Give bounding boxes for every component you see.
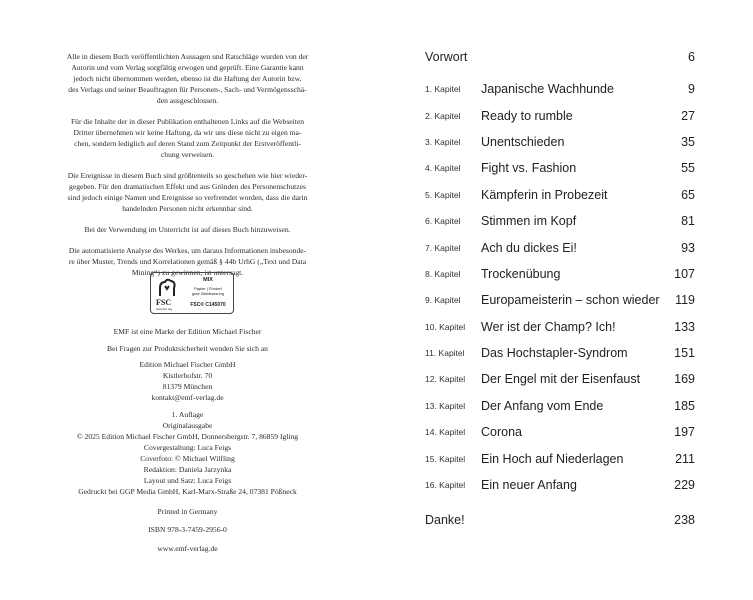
fsc-code: FSC® C145070	[190, 302, 226, 308]
toc-entry	[425, 265, 695, 281]
text-line: 81379 München	[162, 382, 213, 391]
text-line: Edition Michael Fischer GmbH	[139, 360, 236, 369]
page-number: 81	[681, 214, 695, 228]
text-line: Kistlerhofstr. 70	[162, 371, 213, 380]
page-number: 211	[675, 452, 695, 466]
fsc-sub2: gute Waldnutzung	[191, 291, 225, 296]
text-line: Mining“) zu gewinnen, ist untersagt.	[131, 268, 244, 277]
text-line: Bei Fragen zur Produktsicherheit wenden Sie sich an	[107, 344, 268, 353]
page-number: 185	[674, 399, 695, 413]
text-line: 1. Auflage	[171, 410, 204, 419]
page-number: 229	[674, 478, 695, 492]
text-line: Covergestaltung: Luca Feigs	[143, 443, 232, 452]
page-number: 55	[681, 161, 695, 175]
text-line: © 2025 Edition Michael Fischer GmbH, Donnersbergstr. 7, 86859 Igling	[76, 432, 299, 441]
chapter-title: Corona	[481, 425, 522, 439]
page-number: 9	[688, 82, 695, 96]
page-number: 197	[674, 425, 695, 439]
toc-entry	[425, 159, 695, 175]
text-line: kontakt@emf-verlag.de	[151, 393, 224, 402]
toc-entry	[425, 239, 695, 255]
page-number: 119	[675, 293, 695, 307]
chapter-label: 7. Kapitel	[425, 243, 461, 253]
toc-entry	[425, 212, 695, 228]
text-line: Originalausgabe	[162, 421, 213, 430]
toc-entry	[425, 476, 695, 492]
chapter-title: Fight vs. Fashion	[481, 161, 577, 175]
page-number: 65	[681, 188, 695, 202]
chapter-title: Japanische Wachhunde	[481, 82, 614, 96]
toc-entry	[425, 397, 695, 413]
chapter-title: Der Engel mit der Eisenfaust	[481, 372, 641, 386]
fsc-sub	[185, 286, 231, 296]
chapter-title: Ein neuer Anfang	[481, 478, 577, 492]
imprint-block	[30, 506, 345, 517]
page-number: 93	[681, 241, 695, 255]
chapter-label: 8. Kapitel	[425, 269, 461, 279]
text-line: EMF ist eine Marke der Edition Michael Fischer	[113, 327, 262, 336]
text-line: Redaktion: Daniela Jarzynka	[143, 465, 232, 474]
fsc-logo	[150, 272, 234, 314]
chapter-title: Trockenübung	[481, 267, 561, 281]
text-line: Alle in diesem Buch veröffentlichten Aussagen und Ratschläge wurden von der	[66, 52, 309, 61]
imprint-block	[30, 543, 345, 554]
imprint-paragraph	[30, 51, 345, 106]
text-line: Für die Inhalte der in dieser Publikation enthaltenen Links auf die Webseiten	[70, 117, 305, 126]
fsc-sub1: Papier | Fördert	[194, 286, 222, 291]
fsc-tree-icon	[156, 276, 178, 298]
page-number: 27	[681, 109, 695, 123]
chapter-title: Ein Hoch auf Niederlagen	[481, 452, 624, 466]
toc-entry	[425, 318, 695, 334]
imprint-block	[30, 359, 345, 403]
text-line: www.emf-verlag.de	[157, 544, 218, 553]
fsc-brand: FSC	[156, 298, 172, 307]
text-line: Gedruckt bei GGP Media GmbH, Karl-Marx-Straße 24, 07381 Pößneck	[78, 487, 297, 496]
page-number: 107	[674, 267, 695, 281]
chapter-title: Ach du dickes Ei!	[481, 241, 577, 255]
text-line: des Verlags und seiner Beauftragten für Personen-, Sach- und Vermögensschä-	[68, 85, 307, 94]
chapter-title: Der Anfang vom Ende	[481, 399, 604, 413]
toc-entry	[425, 423, 695, 439]
chapter-title: Kämpferin in Probezeit	[481, 188, 608, 202]
chapter-label: 12. Kapitel	[425, 374, 466, 384]
imprint-block	[30, 409, 345, 497]
toc-entry	[425, 186, 695, 202]
toc-entry	[425, 450, 695, 466]
text-line: ISBN 978-3-7459-2956-0	[148, 525, 227, 534]
toc-entry	[425, 133, 695, 149]
chapter-label: 3. Kapitel	[425, 137, 461, 147]
chapter-title: Wer ist der Champ? Ich!	[481, 320, 616, 334]
fsc-mix: MIX	[203, 277, 213, 283]
chapter-label: 2. Kapitel	[425, 111, 461, 121]
chapter-label: 11. Kapitel	[425, 348, 465, 358]
chapter-label: 14. Kapitel	[425, 427, 466, 437]
chapter-title: Das Hochstapler-Syndrom	[481, 346, 628, 360]
chapter-label: 1. Kapitel	[425, 84, 461, 94]
toc-entry	[425, 291, 695, 307]
chapter-title: Vorwort	[425, 50, 468, 64]
text-line: Die Ereignisse in diesem Buch sind größtenteils so geschehen wie hier wieder-	[67, 171, 308, 180]
chapter-title: Unentschieden	[481, 135, 565, 149]
imprint-publisher-text	[30, 326, 345, 554]
text-line: sind jedoch einige Namen und Ereignisse so verfremdet worden, dass die darin	[67, 193, 308, 202]
imprint-legal-text	[30, 51, 345, 278]
text-line: Die automatisierte Analyse des Werkes, um daraus Informationen insbesonde-	[68, 246, 307, 255]
toc-entry	[425, 80, 695, 96]
text-line: jedoch nicht übernommen werden, ebenso ist die Haftung der Autorin bzw.	[73, 74, 302, 83]
chapter-title: Ready to rumble	[481, 109, 573, 123]
page-number: 169	[674, 372, 695, 386]
toc-entry	[425, 511, 695, 527]
text-line: Bei der Verwendung im Unterricht ist auf dieses Buch hinzuweisen.	[84, 225, 291, 234]
chapter-label: 4. Kapitel	[425, 163, 461, 173]
page-number: 35	[681, 135, 695, 149]
chapter-label: 5. Kapitel	[425, 190, 461, 200]
page-number: 6	[688, 50, 695, 64]
imprint-block	[30, 343, 345, 354]
chapter-label: 13. Kapitel	[425, 401, 466, 411]
page-number: 151	[674, 346, 695, 360]
text-line: gegeben. Für den dramatischen Effekt und aus Gründen des Personenschutzes	[69, 182, 306, 191]
text-line: handelnden Personen nicht erkennbar sind.	[122, 204, 253, 213]
imprint-block	[30, 326, 345, 337]
page-number: 133	[674, 320, 695, 334]
text-line: Autorin und vom Verlag sorgfältig erwogen und geprüft. Eine Garantie kann	[71, 63, 304, 72]
toc-entry	[425, 107, 695, 123]
text-line: Coverfoto: © Michael Wilfling	[140, 454, 235, 463]
imprint-paragraph	[30, 170, 345, 214]
text-line: den ausgeschlossen.	[156, 96, 219, 105]
chapter-title: Europameisterin – schon wieder	[481, 293, 660, 307]
fsc-url: www.fsc.org	[156, 307, 173, 311]
text-line: re über Muster, Trends und Korrelationen gemäß § 44b UrhG („Text und Data	[68, 257, 307, 266]
chapter-title: Danke!	[425, 513, 465, 527]
toc-entry	[425, 48, 695, 64]
text-line: chen, sondern lediglich auf deren Stand zum Zeitpunkt der Erstveröffentli-	[74, 139, 301, 148]
toc-entry	[425, 344, 695, 360]
page-number: 238	[674, 513, 695, 527]
toc-entry	[425, 370, 695, 386]
chapter-label: 15. Kapitel	[425, 454, 466, 464]
imprint-paragraph	[30, 224, 345, 235]
text-line: Printed in Germany	[157, 507, 218, 516]
chapter-label: 9. Kapitel	[425, 295, 461, 305]
imprint-paragraph	[30, 116, 345, 160]
chapter-label: 16. Kapitel	[425, 480, 466, 490]
imprint-page	[30, 51, 345, 278]
chapter-label: 10. Kapitel	[425, 322, 466, 332]
text-line: Layout und Satz: Luca Feigs	[143, 476, 232, 485]
text-line: chung verweisen.	[160, 150, 215, 159]
imprint-block	[30, 524, 345, 535]
chapter-label: 6. Kapitel	[425, 216, 461, 226]
text-line: Dritter übernehmen wir keine Haftung, da wir uns diese nicht zu eigen ma-	[73, 128, 302, 137]
chapter-title: Stimmen im Kopf	[481, 214, 577, 228]
